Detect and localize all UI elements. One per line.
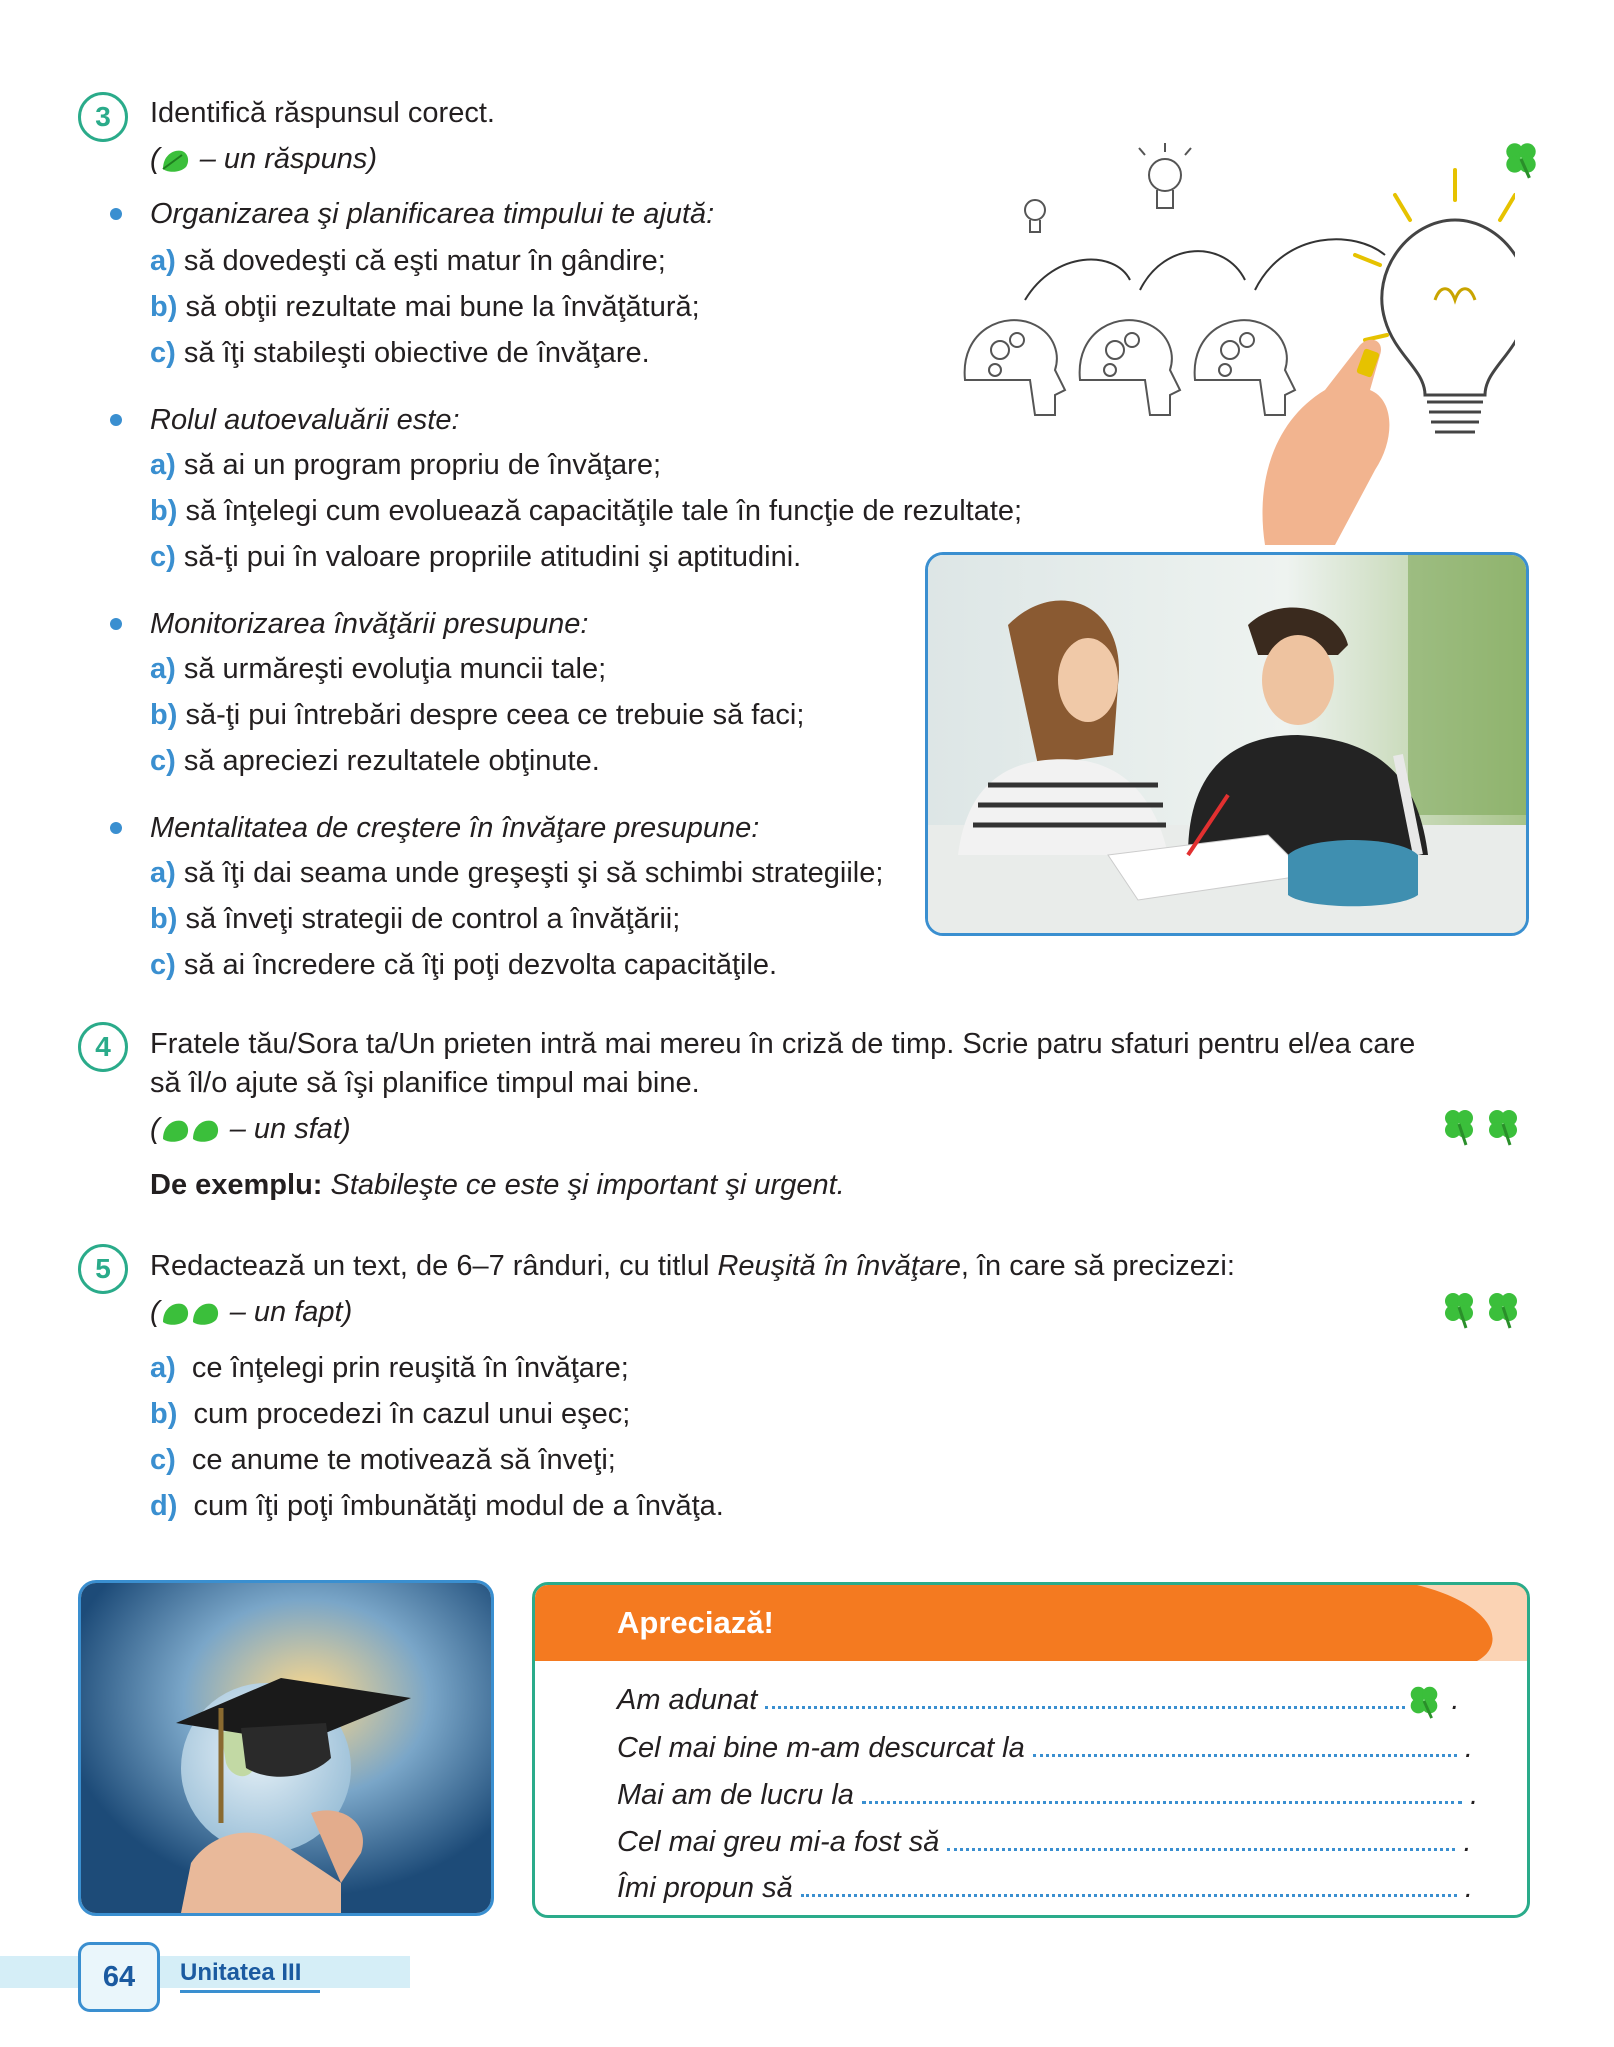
option-1c: c) să îţi stabileşti obiective de învăţare. — [150, 337, 650, 369]
students-photo — [925, 552, 1529, 936]
question-1: Organizarea şi planificarea timpului te ajută: — [150, 198, 715, 230]
clover-icon — [1440, 1288, 1528, 1332]
self-assessment-header — [535, 1585, 1527, 1661]
option-3b: b) să-ţi pui întrebări despre ceea ce trebuie să faci; — [150, 699, 805, 731]
exercise-5-number: 5 — [78, 1244, 128, 1294]
option-4a: a) să îţi dai seama unde greşeşti şi să schimbi strategiile; — [150, 857, 884, 889]
bullet — [110, 822, 122, 834]
option-4b: b) să înveţi strategii de control a învăţării; — [150, 903, 681, 935]
unit-label: Unitatea III — [180, 1959, 302, 1986]
option-4c: c) să ai încredere că îţi poţi dezvolta capacităţile. — [150, 949, 778, 981]
option-2c: c) să-ţi pui în valoare propriile atitudini şi aptitudini. — [150, 541, 802, 573]
option-5c: c) ce anume te motivează să înveţi; — [150, 1444, 616, 1476]
option-1a: a) să dovedeşti că eşti matur în gândire; — [150, 245, 666, 277]
option-5a: a) ce înţelegi prin reuşită în învăţare; — [150, 1352, 629, 1384]
lightbulb-illustration — [955, 140, 1515, 545]
exercise-5-prompt: Redactează un text, de 6–7 rânduri, cu titlul Reuşită în învăţare, în care să precizezi: — [150, 1250, 1235, 1282]
leaf-icon — [160, 1300, 222, 1326]
exercise-4-line1: Fratele tău/Sora ta/Un prieten intră mai mereu în criză de timp. Scrie patru sfaturi pentru el/ea care — [150, 1028, 1416, 1060]
bullet — [110, 208, 122, 220]
option-2a: a) să ai un program propriu de învăţare; — [150, 449, 662, 481]
option-1b: b) să obţii rezultate mai bune la învăţătură; — [150, 291, 700, 323]
exercise-5-score: ( – un fapt) — [150, 1296, 353, 1328]
page-number: 64 — [78, 1942, 160, 2012]
rating-line-3: Mai am de lucru la . — [617, 1779, 1479, 1811]
leaf-icon — [160, 147, 192, 173]
option-5d: d) cum îţi poţi îmbunătăţi modul de a învăţa. — [150, 1490, 724, 1522]
exercise-3-number: 3 — [78, 92, 128, 142]
rating-line-4: Cel mai greu mi-a fost să . — [617, 1826, 1472, 1858]
exercise-3-title: Identifică răspunsul corect. — [150, 97, 495, 129]
option-2b: b) să înţelegi cum evoluează capacităţile tale în funcţie de rezultate; — [150, 495, 1023, 527]
exercise-4-line2: să îl/o ajute să îşi planifice timpul mai bine. — [150, 1067, 700, 1099]
bullet — [110, 414, 122, 426]
self-assessment-box — [532, 1582, 1530, 1918]
exercise-3-score: ( – un răspuns) — [150, 143, 378, 175]
option-3c: c) să apreciezi rezultatele obţinute. — [150, 745, 600, 777]
leaf-icon — [160, 1117, 222, 1143]
clover-icon — [1440, 1105, 1528, 1149]
footer-underline — [180, 1990, 320, 1993]
clover-icon — [1405, 1682, 1443, 1720]
rating-line-5: Îmi propun să . — [617, 1872, 1473, 1904]
question-2: Rolul autoevaluării este: — [150, 404, 460, 436]
option-3a: a) să urmăreşti evoluţia muncii tale; — [150, 653, 607, 685]
question-3: Monitorizarea învăţării presupune: — [150, 608, 589, 640]
bullet — [110, 618, 122, 630]
graduation-globe-photo — [78, 1580, 494, 1916]
exercise-4-number: 4 — [78, 1022, 128, 1072]
question-4: Mentalitatea de creştere în învăţare presupune: — [150, 812, 760, 844]
rating-line-2: Cel mai bine m-am descurcat la . — [617, 1732, 1473, 1764]
exercise-4-example: De exemplu: Stabileşte ce este şi important şi urgent. — [150, 1169, 845, 1201]
self-assessment-title: Apreciază! — [617, 1605, 774, 1640]
rating-line-1: Am adunat . — [617, 1681, 1459, 1720]
exercise-4-score: ( – un sfat) — [150, 1113, 351, 1145]
option-5b: b) cum procedezi în cazul unui eşec; — [150, 1398, 631, 1430]
